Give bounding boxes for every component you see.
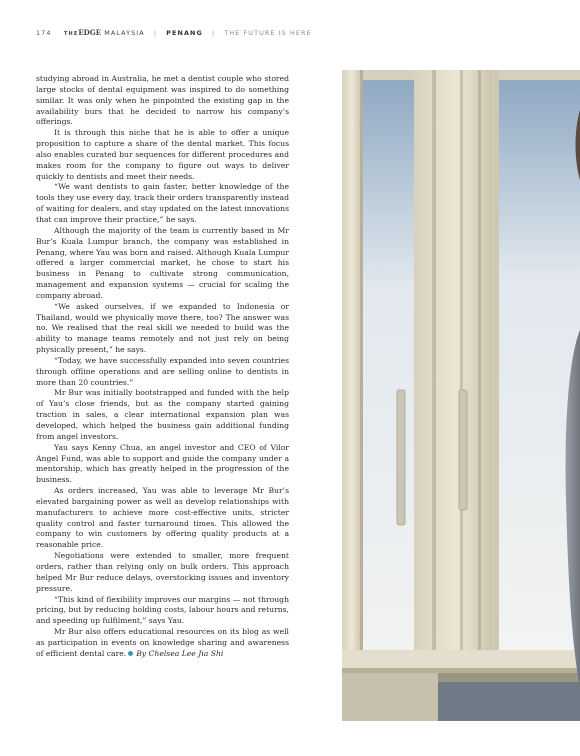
byline: By Chelsea Lee Jia Shi: [136, 648, 224, 658]
article-paragraph: Yau says Kenny Chua, an angel investor and CEO of Vilor Angel Fund, was able to support and guide the company under a mentorship, which has greatly helped in the progression of the business.: [36, 442, 289, 485]
section-name: PENANG: [166, 29, 203, 37]
article-paragraph: studying abroad in Australia, he met a dentist couple who stored large stocks of dental equipment was inspired to do something similar. It was only when he pinpointed the existing gap in the availability burs that he decided to narrow his company’s offerings.: [36, 74, 289, 127]
article-paragraph: As orders increased, Yau was able to leverage Mr Bur’s elevated bargaining power as well as develop relationships with manufacturers to achieve more cost-effective units, stricter quality control and faster turnaround times. This allowed the company to win customers by offering quality products at a reasonable price.: [36, 486, 289, 550]
article-paragraph: “Today, we have successfully expanded into seven countries through offline operations and are selling online to dentists in more than 20 countries.”: [36, 355, 289, 387]
hinge-icon: [459, 390, 467, 510]
article-paragraph: Negotiations were extended to smaller, more frequent orders, rather than relying only on bulk orders. This approach helped Mr Bur reduce delays, overstocking issues and inventory pressure.: [36, 551, 289, 593]
page-number: 174: [36, 29, 52, 37]
hinge-icon: [397, 390, 405, 525]
section-tagline: THE FUTURE IS HERE: [224, 29, 312, 37]
brand-the: THE: [64, 31, 79, 37]
left-glass-pane: [362, 80, 414, 675]
brand-logo: EDGE: [78, 28, 102, 37]
article-paragraph: Mr Bur was initially bootstrapped and funded with the help of Yau’s close friends, but as the company started gaining traction in sales, a clear international expansion plan was developed, which helped the business gain additional funding from angel investors.: [36, 388, 289, 441]
header-separator-2: |: [211, 29, 216, 37]
header-separator: |: [153, 29, 158, 37]
page-header: [36, 28, 312, 37]
brand-country: MALAYSIA: [104, 29, 145, 37]
article-paragraph: It is through this niche that he is able to offer a unique proposition to capture a share of the dental market. This focus also enables curated bur sequences for different procedures and makes room for the company to figure out ways to deliver quickly to dentists and meet their needs.: [36, 128, 289, 181]
article-body: [36, 74, 289, 660]
right-glass-pane: [497, 80, 580, 650]
article-last-paragraph: [36, 627, 289, 660]
article-photo: [342, 70, 580, 721]
article-paragraph: “This kind of flexibility improves our margins — not through pricing, but by reducing holding costs, labour hours and returns, and speeding up fulfilment,” says Yau.: [36, 594, 289, 626]
window-frame-illustration: [342, 70, 580, 721]
article-paragraph: “We want dentists to gain faster, better knowledge of the tools they use every day, track their orders transparently instead of waiting for dealers, and stay updated on the latest innovations that can improve their practice,” he says.: [36, 182, 289, 224]
window-mullion: [414, 70, 497, 670]
article-paragraph: Although the majority of the team is currently based in Mr Bur’s Kuala Lumpur branch, the company was established in Penang, where Yau was born and raised. Although Kuala Lumpur offered a larger commercial market, he chose to start his business in Penang to cultivate strong communication, management and expansion systems — crucial for scaling the company abroad.: [36, 225, 289, 300]
last-paragraph-text: Mr Bur also offers educational resources on its blog as well as participation in events on knowledge sharing and awareness of efficient dental care.: [36, 627, 289, 658]
article-paragraph: “We asked ourselves, if we expanded to Indonesia or Thailand, would we physically move there, too? The answer was no. We realised that the real skill we needed to build was the ability to manage teams remotely and not just rely on being physically present,” he says.: [36, 301, 289, 355]
byline-dot-icon: [128, 651, 133, 656]
